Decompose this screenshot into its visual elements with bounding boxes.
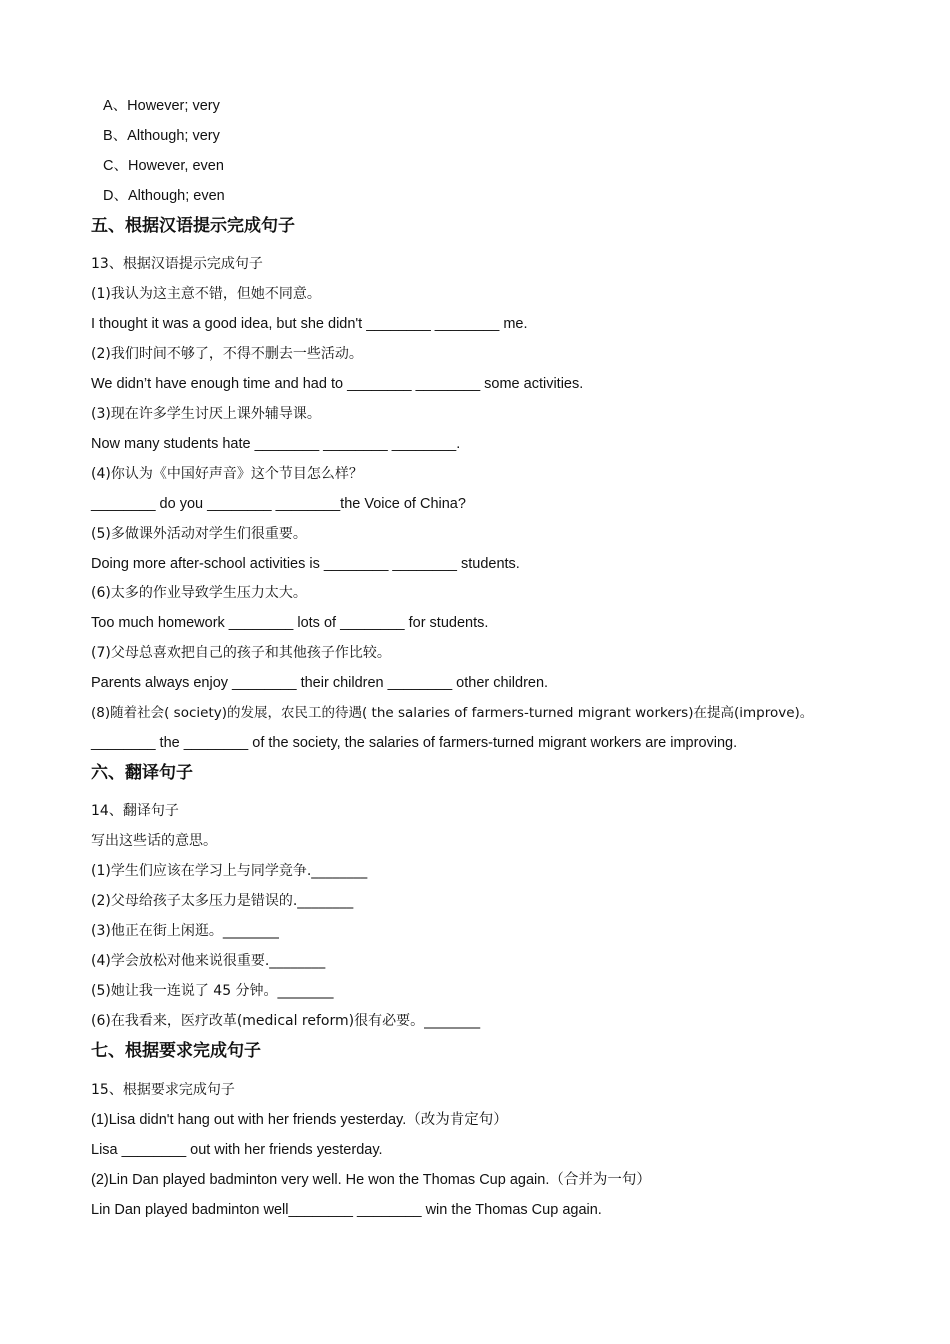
q13-line-16: ________ the ________ of the society, the salaries of farmers-turned migrant workers are improving.: [91, 735, 738, 751]
question-14: 14、翻译句子: [91, 803, 179, 819]
question-15: 15、根据要求完成句子: [91, 1082, 235, 1098]
q13-line-1: (1)我认为这主意不错，但她不同意。: [91, 286, 321, 302]
q13-line-4: We didn’t have enough time and had to ________ ________ some activities.: [91, 376, 584, 392]
q15-line-3: (2)Lin Dan played badminton very well. He won the Thomas Cup again.（合并为一句）: [91, 1172, 651, 1188]
section-6-heading: 六、翻译句子: [91, 763, 193, 783]
q14-line-4: (4)学会放松对他来说很重要.________: [91, 953, 326, 969]
q14-line-5: (5)她让我一连说了 45 分钟。________: [91, 983, 334, 999]
q15-line-2: Lisa ________ out with her friends yesterday.: [91, 1142, 383, 1158]
q14-line-1: (1)学生们应该在学习上与同学竞争.________: [91, 863, 368, 879]
q13-line-7: (4)你认为《中国好声音》这个节目怎么样？: [91, 466, 363, 482]
q13-line-2: I thought it was a good idea, but she didn't ________ ________ me.: [91, 316, 528, 332]
q15-line-1: (1)Lisa didn't hang out with her friends yesterday.（改为肯定句）: [91, 1112, 508, 1128]
q13-line-8: ________ do you ________ ________the Voice of China?: [91, 496, 466, 512]
q14-line-3: (3)他正在街上闲逛。________: [91, 923, 279, 939]
q13-line-14: Parents always enjoy ________ their children ________ other children.: [91, 675, 549, 691]
q13-line-12: Too much homework ________ lots of ________ for students.: [91, 615, 489, 631]
q14-line-2: (2)父母给孩子太多压力是错误的.________: [91, 893, 354, 909]
q13-line-13: (7)父母总喜欢把自己的孩子和其他孩子作比较。: [91, 645, 391, 661]
option-b: B、Although; very: [103, 128, 220, 144]
q13-line-10: Doing more after-school activities is ________ ________ students.: [91, 556, 520, 572]
q13-line-5: (3)现在许多学生讨厌上课外辅导课。: [91, 406, 321, 422]
question-13: 13、根据汉语提示完成句子: [91, 256, 263, 272]
q13-line-9: (5)多做课外活动对学生们很重要。: [91, 526, 307, 542]
q14-instruction: 写出这些话的意思。: [91, 833, 217, 849]
option-a: A、However; very: [103, 98, 220, 114]
section-5-heading: 五、根据汉语提示完成句子: [91, 216, 295, 236]
option-d: D、Although; even: [103, 188, 225, 204]
q14-line-6: (6)在我看来，医疗改革(medical reform)很有必要。________: [91, 1013, 481, 1029]
q13-line-11: (6)太多的作业导致学生压力太大。: [91, 585, 307, 601]
q13-line-3: (2)我们时间不够了，不得不删去一些活动。: [91, 346, 363, 362]
q13-line-15: (8)随着社会( society)的发展，农民工的待遇( the salaries of farmers-turned migrant workers)在提高(improve)。: [91, 705, 814, 721]
option-c: C、However, even: [103, 158, 224, 174]
section-7-heading: 七、根据要求完成句子: [91, 1041, 261, 1061]
q13-line-6: Now many students hate ________ ________ ________.: [91, 436, 461, 452]
q15-line-4: Lin Dan played badminton well________ ________ win the Thomas Cup again.: [91, 1202, 602, 1218]
